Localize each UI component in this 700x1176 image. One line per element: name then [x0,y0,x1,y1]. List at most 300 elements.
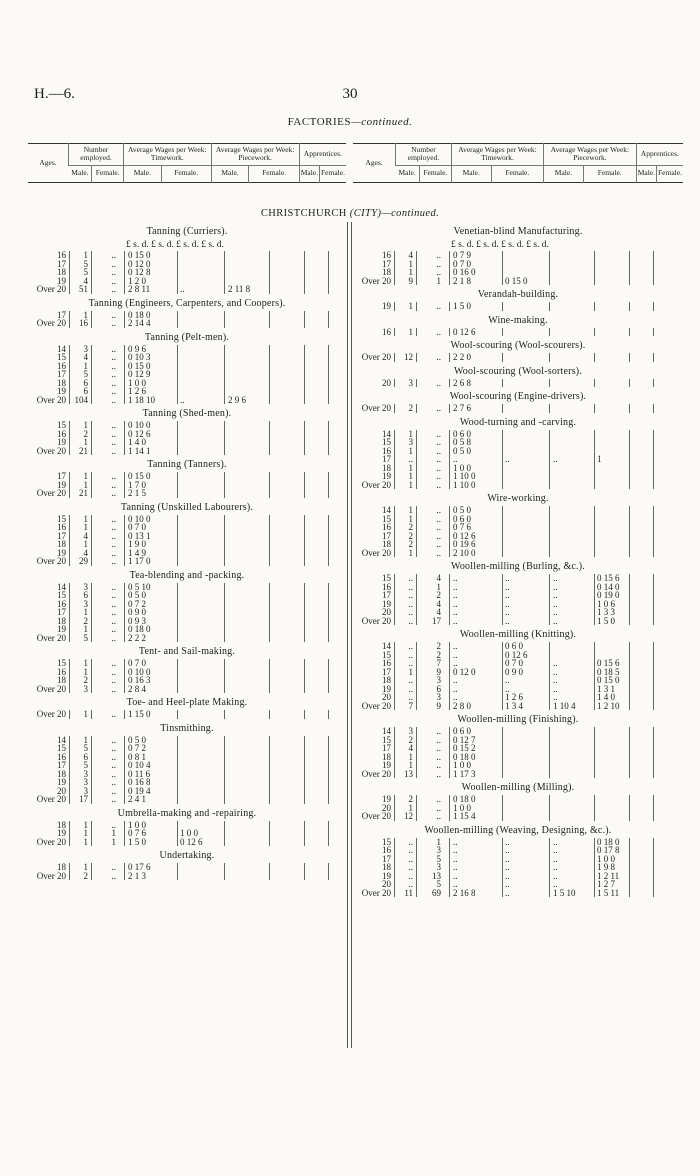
male-employed-cell: 5 [83,760,88,770]
time-male-cell: 1 17 0 [128,556,151,566]
trade-title: Tanning (Unskilled Labourers). [120,501,254,513]
piece-male-cell: .. [553,598,558,609]
age-cell: Over 20 [36,683,66,694]
column-rule [416,430,417,490]
column-rule [269,659,270,693]
age-cell: Over 20 [36,632,66,643]
table-row [28,617,346,626]
table-row [28,260,346,269]
piece-female-cell: 0 18 5 [597,666,620,677]
table-row [353,744,683,753]
time-male-cell: 0 5 0 [453,445,471,456]
female-employed-cell: 3 [436,692,441,702]
time-male-cell: 2 2 0 [453,352,471,362]
age-cell: 16 [382,250,391,260]
male-employed-cell: 3 [83,581,88,592]
female-employed-cell: .. [111,624,116,634]
male-employed-cell: 1 [408,258,413,269]
female-header: Female. [92,165,124,182]
male-employed-cell: 1 [83,734,88,745]
male-employed-cell: 29 [79,556,88,566]
table-row [353,302,683,311]
female-employed-cell: .. [111,658,116,668]
piece-male-cell: .. [553,845,558,855]
male-employed-cell: 1 [408,462,413,473]
column-rule [224,583,225,643]
column-rule [549,795,550,821]
male-employed-cell: 2 [408,734,413,745]
column-rule [653,574,654,625]
male-employed-cell: 1 [83,522,88,532]
table-row [28,285,346,294]
column-rule [124,863,125,880]
trade-title: Tanning (Engineers, Carpenters, and Coopers). [88,297,286,309]
male-employed-cell: 1 [83,420,88,430]
column-rule [328,863,329,880]
trade-title: Woollen-milling (Knitting). [459,629,577,640]
male-employed-cell: .. [408,675,413,685]
time-female-cell: .. [505,615,510,626]
column-rule [416,379,417,388]
male-employed-cell: 5 [83,743,88,753]
column-rule [449,574,450,625]
time-male-cell: 1 4 0 [128,437,146,447]
female-employed-cell: 1 [111,836,116,847]
female-header: Female. [249,165,299,182]
female-employed-cell: .. [436,726,441,736]
female-employed-cell: .. [111,751,116,762]
male-header: Male. [451,165,491,182]
column-rule [177,345,178,405]
male-employed-cell: 2 [408,530,413,541]
piecework-header: Average Wages per Week: Piecework. [544,144,637,166]
column-rule [502,838,503,898]
column-rule [449,328,450,337]
table-row [28,710,346,719]
column-rule [69,472,70,498]
piece-male-cell: .. [553,581,558,592]
piece-female-cell: 1 2 7 [597,879,615,889]
column-rule [629,404,630,413]
age-cell: 14 [57,343,66,354]
age-cell: 17 [382,258,391,269]
column-divider [347,222,352,1048]
column-rule [653,430,654,490]
table-row [353,668,683,677]
male-employed-cell: .. [408,598,413,609]
female-employed-cell: .. [436,267,441,277]
table-row [353,574,683,583]
column-rule [449,379,450,388]
trade-group [353,340,683,362]
table-row [28,634,346,643]
female-employed-cell: .. [436,326,441,337]
male-employed-cell: 1 [408,513,413,524]
age-cell: 15 [382,513,391,524]
time-male-cell: .. [453,615,458,626]
piece-male-cell: .. [553,683,558,694]
column-rule [177,583,178,643]
age-cell: 17 [382,590,391,600]
time-male-cell: 0 12 8 [128,267,151,277]
female-employed-cell: 4 [436,607,441,617]
time-male-cell: 2 16 8 [453,887,476,898]
time-female-cell: .. [505,836,510,847]
female-employed-cell: .. [111,760,116,770]
female-employed-cell: .. [111,556,116,566]
female-employed-cell: .. [436,794,441,804]
male-employed-cell: 4 [83,275,88,286]
piece-female-cell: 0 15 6 [597,658,620,668]
trade-group [28,226,346,294]
table-row [353,727,683,736]
time-male-cell: .. [453,836,458,847]
male-header: Male. [211,165,249,182]
male-employed-cell: 1 [408,479,413,490]
table-row [28,421,346,430]
time-male-cell: 1 10 0 [453,479,476,490]
piece-male-cell: .. [553,862,558,872]
column-rule [177,821,178,847]
column-rule [124,472,125,498]
time-male-cell: 0 15 0 [128,471,151,481]
piece-female-cell: 0 19 0 [597,590,620,600]
column-rule [549,404,550,413]
female-employed-cell: .. [111,743,116,753]
table-row [28,319,346,328]
column-rule [69,710,70,719]
trade-title: Wood-turning and -carving. [459,416,577,428]
male-employed-cell: .. [408,845,413,855]
piece-male-cell: .. [553,836,558,847]
table-row [28,430,346,439]
column-rule [269,421,270,455]
timework-header: Average Wages per Week: Timework. [451,144,543,166]
table-row [353,736,683,745]
age-cell: 17 [382,666,391,677]
female-header: Female. [657,165,684,182]
column-rule [177,472,178,498]
column-rule [124,659,125,693]
age-cell: 17 [57,369,66,379]
age-cell: Over 20 [36,488,66,498]
female-employed-cell: .. [111,318,116,328]
time-male-cell: 0 7 0 [128,522,146,532]
trade-title: Woollen-milling (Milling). [461,782,575,793]
female-employed-cell: .. [436,301,441,311]
table-row [353,761,683,770]
female-employed-cell: .. [111,343,116,354]
male-employed-cell: .. [408,836,413,847]
table-row [353,753,683,762]
ages-header: Ages. [365,157,383,167]
column-rule [549,328,550,337]
female-employed-cell: .. [436,437,441,447]
column-rule [304,515,305,566]
female-employed-cell: .. [111,734,116,745]
table-row [353,455,683,464]
table-row [353,523,683,532]
male-employed-cell: 4 [83,530,88,541]
female-employed-cell: .. [436,479,441,490]
table-row [353,880,683,889]
time-male-cell: .. [453,675,458,685]
trade-group [28,459,346,498]
time-male-cell: .. [453,573,458,583]
piece-female-cell: 1 [597,454,602,464]
time-male-cell: 0 16 3 [128,675,151,685]
table-row [28,591,346,600]
time-male-cell: 1 0 0 [128,377,146,388]
column-rule [449,795,450,821]
female-employed-cell: .. [111,488,116,498]
time-male-cell: 1 0 0 [128,819,146,830]
time-male-cell: .. [453,879,458,889]
male-employed-cell: 1 [83,471,88,481]
column-rule [224,710,225,719]
female-employed-cell: .. [111,275,116,286]
time-female-cell: .. [505,887,510,898]
column-rule [629,353,630,362]
male-employed-cell: 1 [83,828,88,838]
column-rule [502,251,503,285]
column-rule [449,302,450,311]
male-employed-cell: .. [408,683,413,694]
female-employed-cell: 1 [436,275,441,286]
time-male-cell: 0 15 0 [128,250,151,260]
table-row [28,676,346,685]
male-employed-cell: 1 [83,862,88,872]
female-employed-cell: .. [436,403,441,413]
column-rule [394,430,395,490]
table-row [353,702,683,711]
section-heading: CHRISTCHURCH (CITY)—continued. [260,208,440,219]
table-row [28,600,346,609]
piece-male-cell: .. [553,879,558,889]
age-cell: 20 [382,377,391,388]
table-row [28,472,346,481]
column-rule [653,379,654,388]
age-cell: 19 [57,275,66,286]
trade-title: Toe- and Heel-plate Making. [126,697,248,708]
column-rule [69,515,70,566]
table-row [28,736,346,745]
trade-title: Umbrella-making and -repairing. [117,807,257,819]
currency-units: £ s. d. £ s. d. £ s. d. £ s. d. [451,240,549,250]
female-employed-cell: .. [436,547,441,558]
column-rule [69,583,70,643]
male-employed-cell: 21 [79,445,88,456]
age-cell: Over 20 [36,318,66,328]
column-rule [629,574,630,625]
time-female-cell: .. [180,394,185,405]
time-male-cell: 2 10 0 [453,547,476,558]
male-employed-cell: 4 [83,352,88,362]
female-employed-cell: .. [111,547,116,558]
column-rule [224,311,225,328]
table-row [28,744,346,753]
male-employed-cell: .. [408,641,413,651]
column-rule [502,795,503,821]
age-cell: 16 [382,522,391,532]
column-rule [91,472,92,498]
timework-header: Average Wages per Week: Timework. [124,144,212,166]
piece-female-cell: 1 3 3 [597,607,615,617]
time-male-cell: 2 1 3 [128,870,146,881]
female-employed-cell: .. [436,743,441,753]
column-rule [653,642,654,710]
male-employed-cell: 1 [83,607,88,617]
female-header: Female. [583,165,636,182]
column-rule [304,736,305,804]
male-employed-cell: 1 [83,513,88,524]
column-rule [224,515,225,566]
table-row [353,889,683,898]
age-cell: Over 20 [36,445,66,456]
table-row [28,532,346,541]
trade-group [353,417,683,490]
table-row [28,438,346,447]
table-row [28,515,346,524]
column-rule [449,404,450,413]
table-row [353,591,683,600]
piece-male-cell: .. [553,454,558,464]
table-row [28,778,346,787]
male-employed-cell: 3 [83,768,88,779]
male-employed-cell: 12 [404,352,413,362]
column-rule [269,251,270,294]
male-employed-cell: .. [408,658,413,668]
column-rule [502,353,503,362]
column-rule [224,863,225,880]
column-rule [91,311,92,328]
trade-group [28,697,346,719]
table-row [28,685,346,694]
age-cell: Over 20 [361,615,391,626]
column-rule [416,251,417,285]
time-female-cell: .. [505,573,510,583]
female-employed-cell: 1 [111,828,116,838]
time-male-cell: .. [453,692,458,702]
time-male-cell: 1 14 1 [128,445,151,456]
table-row [353,770,683,779]
male-employed-cell: 9 [408,275,413,286]
time-male-cell: 0 7 6 [128,828,146,838]
table-row [28,268,346,277]
column-rule [91,251,92,294]
age-cell: 18 [382,862,391,872]
column-rule [549,838,550,898]
time-male-cell: 0 12 0 [453,666,476,677]
time-female-cell: 0 6 0 [505,641,523,651]
age-cell: 20 [57,785,66,796]
male-employed-cell: 1 [83,836,88,847]
column-rule [394,727,395,778]
time-male-cell: 1 2 0 [128,275,146,286]
male-employed-cell: 2 [83,675,88,685]
female-employed-cell: .. [111,683,116,694]
female-header: Female. [491,165,544,182]
piecework-header: Average Wages per Week: Piecework. [211,144,299,166]
column-rule [502,506,503,557]
female-employed-cell: .. [436,250,441,260]
table-row [353,812,683,821]
column-rule [502,328,503,337]
table-row [28,668,346,677]
age-cell: 18 [57,819,66,830]
female-employed-cell: .. [111,394,116,405]
table-row [28,379,346,388]
trade-title: Woollen-milling (Burling, &c.). [451,561,585,572]
female-employed-cell: .. [111,284,116,294]
time-male-cell: 1 9 0 [128,539,146,549]
column-rule [177,251,178,294]
female-employed-cell: .. [111,870,116,881]
table-row [353,838,683,847]
column-rule [629,727,630,778]
table-row [28,489,346,498]
table-row [28,251,346,260]
female-employed-cell: .. [436,258,441,269]
trade-group [353,782,683,821]
male-employed-cell: 1 [408,505,413,515]
female-employed-cell: 3 [436,675,441,685]
column-rule [304,659,305,693]
left-column-body [28,222,346,880]
male-employed-cell: 2 [83,870,88,881]
time-male-cell: 0 17 6 [128,862,151,872]
time-male-cell: 0 10 0 [128,420,151,430]
column-rule [304,311,305,328]
time-male-cell: 0 9 0 [128,607,146,617]
male-employed-cell: 2 [408,403,413,413]
time-male-cell: .. [453,590,458,600]
column-rule [69,251,70,294]
column-rule [449,642,450,710]
male-employed-cell: 1 [83,539,88,549]
column-rule [449,251,450,285]
table-row [28,523,346,532]
time-male-cell: 1 4 9 [128,547,146,558]
page-reference: H.—6. [34,86,75,102]
female-employed-cell: .. [111,352,116,362]
female-employed-cell: .. [111,309,116,320]
time-male-cell: 2 8 0 [453,700,471,711]
trade-title: Woollen-milling (Weaving, Designing, &c.). [424,824,612,836]
column-rule [594,404,595,413]
age-cell: 16 [57,522,66,532]
age-cell: Over 20 [361,547,391,558]
column-rule [328,515,329,566]
piece-female-cell: 1 5 0 [597,615,615,626]
female-employed-cell: 4 [436,573,441,583]
male-employed-cell: 1 [83,624,88,634]
male-employed-cell: 17 [79,794,88,804]
piece-male-cell: 1 10 4 [553,700,576,711]
age-cell: 17 [382,530,391,541]
column-rule [629,430,630,490]
time-male-cell: .. [453,649,458,660]
column-rule [549,379,550,388]
time-male-cell: 2 1 5 [128,488,146,498]
time-male-cell: .. [453,845,458,855]
piece-female-cell: 1 0 6 [597,598,615,609]
time-male-cell: .. [453,683,458,694]
time-male-cell: 0 6 0 [453,513,471,524]
time-female-cell: .. [505,853,510,864]
time-male-cell: 0 7 2 [128,743,146,753]
age-cell: 17 [57,607,66,617]
